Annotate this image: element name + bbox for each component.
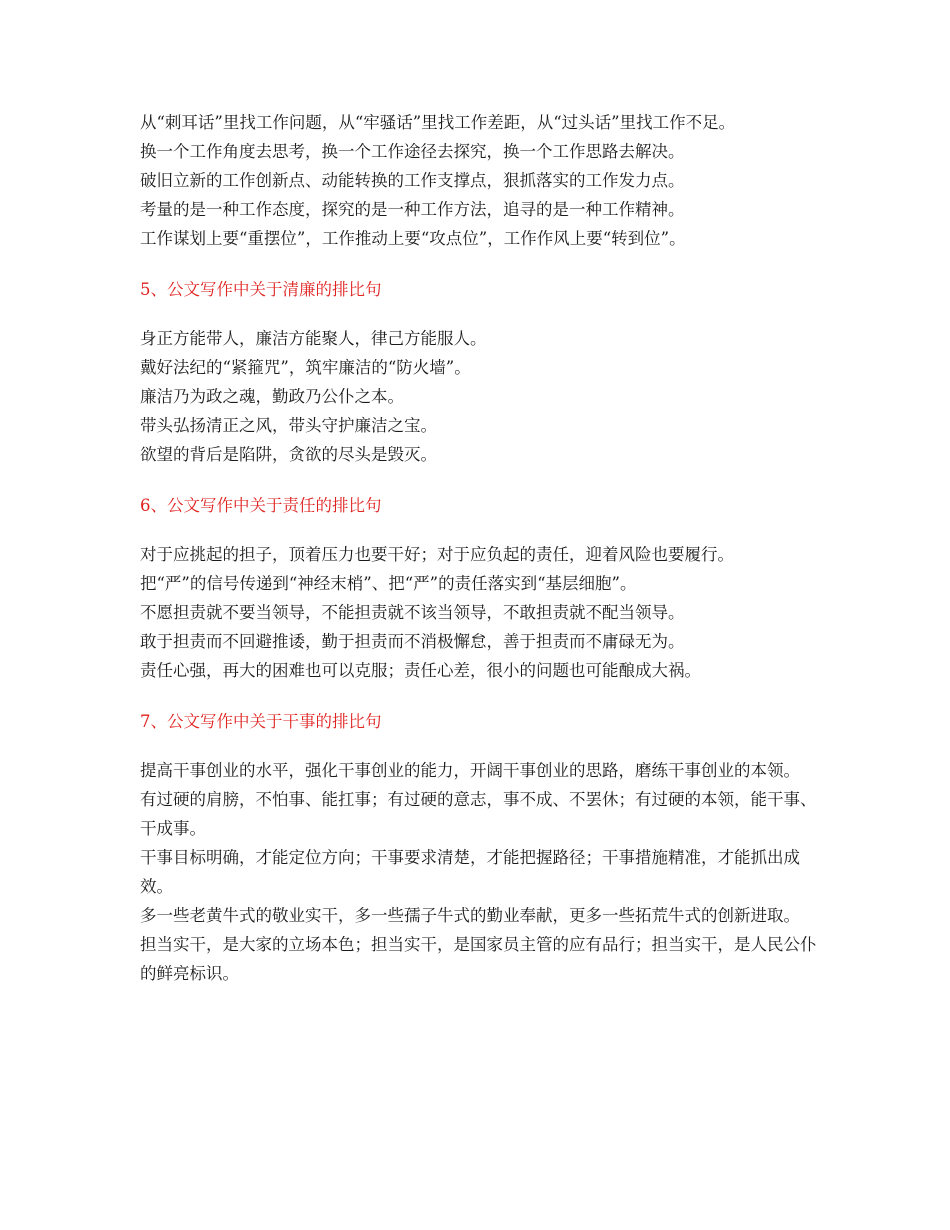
paragraph: 换一个工作角度去思考，换一个工作途径去探究，换一个工作思路去解决。 — [140, 142, 685, 161]
paragraph: 戴好法纪的“紧箍咒”，筑牢廉洁的“防火墙”。 — [140, 358, 471, 377]
paragraph: 担当实干，是大家的立场本色；担当实干，是国家员主管的应有品行；担当实干，是人民公仆的鲜亮标识。 — [140, 935, 817, 983]
section-heading: 5、公文写作中关于清廉的排比句 — [140, 280, 382, 299]
section-responsibility — [140, 491, 820, 685]
intro-block — [140, 108, 820, 253]
section-heading: 6、公文写作中关于责任的排比句 — [140, 496, 382, 515]
paragraph: 把“严”的信号传递到“神经末梢”、把“严”的责任落实到“基层细胞”。 — [140, 574, 637, 593]
paragraph: 提高干事创业的水平，强化干事创业的能力，开阔干事创业的思路，磨练干事创业的本领。 — [140, 761, 800, 780]
paragraph: 破旧立新的工作创新点、动能转换的工作支撑点，狠抓落实的工作发力点。 — [140, 171, 685, 190]
document-body — [140, 108, 820, 988]
paragraph: 干事目标明确，才能定位方向；干事要求清楚，才能把握路径；干事措施精准，才能抓出成效。 — [140, 848, 800, 896]
paragraph: 从“刺耳话”里找工作问题，从“牢骚话”里找工作差距，从“过头话”里找工作不足。 — [140, 113, 736, 132]
paragraph: 考量的是一种工作态度，探究的是一种工作方法，追寻的是一种工作精神。 — [140, 200, 685, 219]
paragraph: 欲望的背后是陷阱，贪欲的尽头是毁灭。 — [140, 445, 437, 464]
paragraph: 不愿担责就不要当领导，不能担责就不该当领导，不敢担责就不配当领导。 — [140, 603, 685, 622]
paragraph: 责任心强，再大的困难也可以克服；责任心差，很小的问题也可能酿成大祸。 — [140, 661, 701, 680]
section-work — [140, 707, 820, 988]
paragraph: 有过硬的肩膀，不怕事、能扛事；有过硬的意志，事不成、不罢休；有过硬的本领，能干事、干成事。 — [140, 790, 817, 838]
paragraph: 身正方能带人，廉洁方能聚人，律己方能服人。 — [140, 329, 487, 348]
paragraph: 对于应挑起的担子，顶着压力也要干好；对于应负起的责任，迎着风险也要履行。 — [140, 545, 734, 564]
paragraph: 带头弘扬清正之风，带头守护廉洁之宝。 — [140, 416, 437, 435]
paragraph: 敢于担责而不回避推诿，勤于担责而不消极懈怠，善于担责而不庸碌无为。 — [140, 632, 685, 651]
section-integrity — [140, 275, 820, 469]
paragraph: 多一些老黄牛式的敬业实干，多一些孺子牛式的勤业奉献，更多一些拓荒牛式的创新进取。 — [140, 906, 800, 925]
section-heading: 7、公文写作中关于干事的排比句 — [140, 712, 382, 731]
paragraph: 工作谋划上要“重摆位”，工作推动上要“攻点位”，工作作风上要“转到位”。 — [140, 229, 686, 248]
paragraph: 廉洁乃为政之魂，勤政乃公仆之本。 — [140, 387, 404, 406]
